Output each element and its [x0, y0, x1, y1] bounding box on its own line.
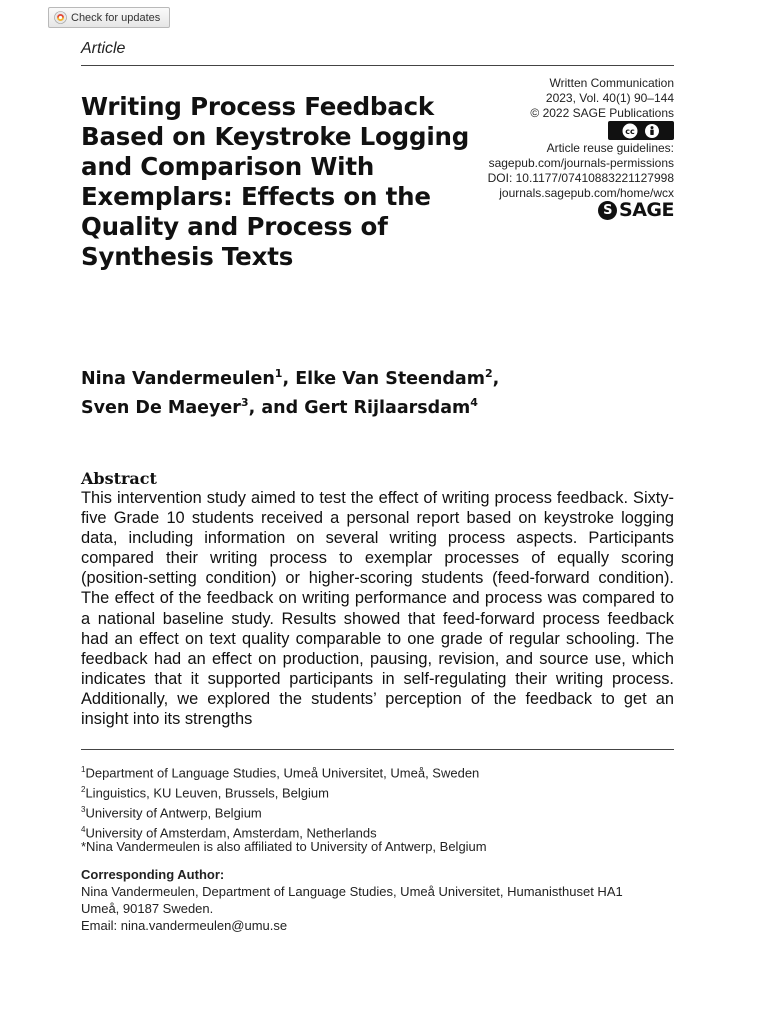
author-name: Nina Vandermeulen: [81, 368, 275, 389]
check-for-updates-button[interactable]: [48, 7, 170, 28]
author-affiliation-mark: 3: [240, 395, 249, 409]
corresponding-address-line: Umeå, 90187 Sweden.: [81, 901, 214, 916]
check-for-updates-label: Check for updates: [71, 11, 161, 24]
corresponding-author: [81, 866, 623, 934]
svg-text:cc: cc: [625, 126, 635, 136]
reuse-guidelines: Article reuse guidelines:: [546, 141, 674, 155]
corresponding-email[interactable]: Email: nina.vandermeulen@umu.se: [81, 918, 288, 933]
affiliation-note: *Nina Vandermeulen is also affiliated to University of Antwerp, Belgium: [81, 839, 487, 854]
check-updates-icon: [54, 11, 67, 24]
author-list: [81, 362, 641, 420]
affiliation-mark: 2: [81, 785, 86, 795]
author-separator: ,: [492, 368, 500, 389]
permissions-link[interactable]: sagepub.com/journals-permissions: [488, 156, 674, 170]
author-separator: , and: [248, 397, 305, 418]
affiliation-text: Department of Language Studies, Umeå Universitet, Umeå, Sweden: [85, 765, 480, 781]
author-affiliation-mark: 2: [484, 367, 493, 380]
by-icon: [644, 123, 660, 139]
footnote-divider: [81, 749, 674, 750]
cc-icon: [622, 123, 638, 139]
author-affiliation-mark: 1: [274, 367, 283, 380]
journal-name: Written Communication: [549, 76, 674, 90]
affiliation-mark: 3: [81, 805, 86, 815]
affiliation-item: [81, 782, 479, 802]
affiliations: [81, 762, 479, 843]
author-name: Elke Van Steendam: [295, 368, 485, 389]
affiliation-text: University of Amsterdam, Amsterdam, Netherlands: [85, 825, 377, 841]
affiliation-item: [81, 802, 479, 822]
abstract-text: This intervention study aimed to test the effect of writing process feedback. Sixty-five Grade 10 students received a personal report based on keystroke logging data, including information on several writing process aspects. Participants compared their writing process to exemplar processes of equally scoring (position-setting condition) or higher-scoring students (feed-forward condition). The effect of the feedback on writing performance and process was compared to a national baseline study. Results showed that feed-forward process feedback had an effect on text quality comparable to one grade of regular schooling. The feedback had an effect on production, pausing, revision, and source use, which indicates that it supported participants in self-regulating their writing process. Additionally, we explored the students’ perception of the feedback to get an insight into its strengths: [81, 489, 674, 729]
affiliation-text: University of Antwerp, Belgium: [85, 805, 262, 821]
affiliation-item: [81, 762, 479, 782]
cc-by-license-icon[interactable]: [608, 121, 674, 140]
sage-logo: [598, 199, 674, 221]
author-affiliation-mark: 4: [470, 395, 478, 409]
author-name: Sven De Maeyer: [81, 397, 241, 418]
doi-link[interactable]: DOI: 10.1177/07410883221127998: [487, 171, 674, 185]
sage-wordmark: SAGE: [619, 199, 674, 221]
affiliation-mark: 4: [81, 825, 86, 835]
affiliation-text: Linguistics, KU Leuven, Brussels, Belgium: [85, 785, 329, 801]
sage-s-icon: S: [598, 201, 617, 220]
affiliation-mark: 1: [81, 765, 86, 774]
journal-copyright: © 2022 SAGE Publications: [530, 106, 674, 120]
article-title: Writing Process Feedback Based on Keystroke Logging and Comparison With Exemplars: Effects on the Quality and Process of Synthesis Texts: [81, 92, 470, 271]
journal-info: [530, 76, 674, 121]
header-divider: [81, 65, 674, 66]
corresponding-address-line: Nina Vandermeulen, Department of Language Studies, Umeå Universitet, Humanisthuset HA1: [81, 884, 623, 899]
journal-home-link[interactable]: journals.sagepub.com/home/wcx: [499, 186, 674, 200]
corresponding-author-heading: Corresponding Author:: [81, 867, 225, 882]
journal-links: [488, 141, 674, 201]
article-type-label: Article: [81, 40, 126, 57]
abstract-heading: Abstract: [81, 469, 157, 488]
author-separator: ,: [282, 368, 296, 389]
journal-volume: 2023, Vol. 40(1) 90–144: [545, 91, 674, 105]
author-name: Gert Rijlaarsdam: [304, 397, 471, 418]
